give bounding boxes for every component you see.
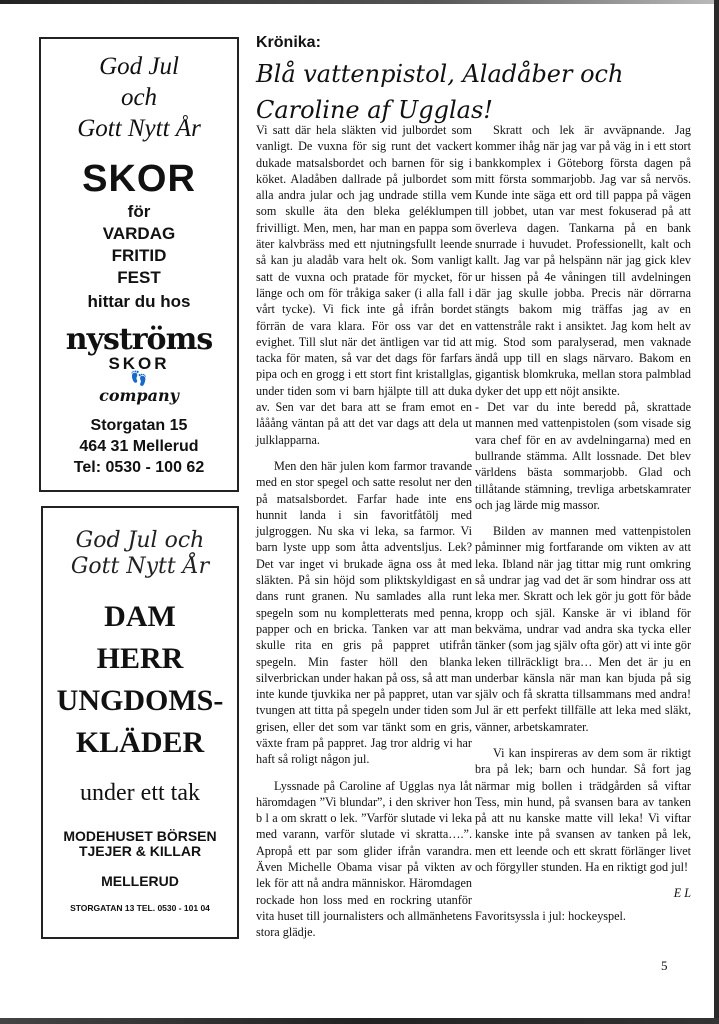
ad-greeting xyxy=(41,51,237,144)
footnote: Favoritsyssla i jul: hockeyspel. xyxy=(475,908,626,923)
address-line: 464 31 Mellerud xyxy=(79,438,199,455)
ad-line: UNGDOMS- xyxy=(56,684,224,717)
ad-line: för xyxy=(127,202,151,221)
scan-edge-right xyxy=(714,0,719,1024)
paragraph: Vi kan inspireras av dem som är riktigt bra på lek; barn och hundar. Så fort jag närmar mig bollen i trädgården så viftar Tess, min hund, på svansen bara av tanken på att nu kanske matte vill leka! Vi viftar kanske inte på svansen av tanken på lek, men ett leende och ett skratt förlänger livet och förgyller stunden. Ha en riktigt god jul! xyxy=(475,745,691,875)
ad-line: VARDAG xyxy=(102,224,176,243)
ad-line: FEST xyxy=(117,268,161,287)
logo-sub: SKOR xyxy=(108,354,170,373)
paragraph: - Det var du inte beredd på, skrattade mannen med vattenpistolen (som visade sig vara chef för en av avdelningarna) med en bullrande stämma. Allt lossnade. Det blev världens bästa sommarjobb. Glad och tillåtande stämning, trevliga arbetskamrater och jag lärde mig massor. xyxy=(475,400,691,512)
greeting-line: och xyxy=(120,84,158,111)
article-column-1 xyxy=(256,122,472,951)
logo-company: company xyxy=(99,386,179,405)
shop-line: TJEJER & KILLAR xyxy=(78,843,202,859)
ad-town: MELLERUD xyxy=(101,873,179,889)
article-column-2 xyxy=(475,122,691,934)
paragraph: Skratt och lek är avväpnande. Jag kommer ihåg när jag var på väg in i ett stort bankkomplex i Göteborg första dagen på mitt första sommarjobb. Jag var så nervös. Kunde inte säga ett ord till pappa på vägen till jobbet, utan var mest fokuserad på att överleva dagen. Tankarna på en bank snurrade i huvudet. Professionellt, kalt och kallt. Jag var på helspänn när jag gick klev ur hissen på 4e våningen till avdelningen där jag skulle jobba. Precis när dörrarna stängts bakom mig träffas jag av en vattenstråle rakt i ansiktet. Jag kom helt av mig. Stod som paralyserad, men vaknade ändå upp till en slags närvaro. Bakom en gigantisk blomkruka, mellan stora palmblad dyker det upp ett nöjt ansikte. xyxy=(475,123,691,398)
ad-line: DAM xyxy=(104,600,176,633)
ad-tagline: under ett tak xyxy=(80,780,200,806)
footprints-icon: 👣 xyxy=(130,372,148,387)
greeting-line: God Jul xyxy=(99,53,179,80)
ad-line: hittar du hos xyxy=(87,292,191,311)
ad-shop-name xyxy=(43,829,237,859)
scan-edge-top xyxy=(0,0,719,4)
ad-line: KLÄDER xyxy=(75,726,205,759)
shop-line: MODEHUSET BÖRSEN xyxy=(63,828,217,844)
ad-headline: SKOR xyxy=(82,158,196,200)
greeting-line: God Jul och xyxy=(75,528,205,553)
paragraph: Men den här julen kom farmor travande med en stor spegel och satte resolut ner den på matsalsbordet. Farfar hade inte ens hunnit landa i sin favoritfåtölj med julgroggen. Nu ska vi leka, sa farmor. Vi barn lyste upp som åtta adventsljus. Lek? Det var inget vi brukade ägna oss åt med släkten. På sin höjd som pliktskyldigast en dans runt granen. Nu samlades alla runt spegeln som nu kompletterats med penna, papper och en bricka. Tanken var att man skulle rita en gris på pappret utifrån spegeln. Min faster höll den blanka silverbrickan under hakan på oss, så att man inte kunde tjuvkika ner på pappret, utan var tvungen att titta på spegeln under tiden som grisen, eller det som var tänkt som en gris, växte fram på pappret. Jag tror aldrig vi har haft så roligt någon jul. xyxy=(256,458,472,767)
nystroms-logo xyxy=(41,322,237,405)
ad-address: STORGATAN 13 TEL. 0530 - 101 04 xyxy=(70,903,210,913)
ad-line: HERR xyxy=(96,642,184,675)
page-number: 5 xyxy=(661,958,668,973)
article-headline: Blå vattenpistol, Aladåber och Caroline af Ugglas! xyxy=(256,60,624,124)
greeting-line: Gott Nytt År xyxy=(77,115,201,142)
ad-clothing-store xyxy=(41,506,239,939)
greeting-line: Gott Nytt År xyxy=(70,554,210,579)
phone-line: Tel: 0530 - 100 62 xyxy=(73,459,205,476)
address-line: Storgatan 15 xyxy=(90,417,188,434)
paragraph: Vi satt där hela släkten vid julbordet som vanligt. De vuxna för sig runt det vackert dukade matsalsbordet och barnen för sig i köket. Aladåben dallrade på julbordet som alla andra jular och jag undrade stilla vem som skulle äta den bleka geléklumpen frivilligt. Men, men, har man en pappa som äter kalvbräss med ett njutningsfullt leende så kan ju aladåb vara helt ok. Som vanligt satt de vuxna och pratade för mycket, för länge och om för tråkiga saker (i alla fall i vårt tycke). Vi fick inte gå ifrån bordet förrän de vara klara. För oss var det en evighet. Till slut när det äntligen var tid att tacka för maten, så var det dags för farfars pipa och en grogg i ett stort fint kristallglas, under tiden som vi barn hjälpte till att duka av. Sen var det bara att se fram emot en lååång väntan på att det var dags att dela ut julklapparna. xyxy=(256,123,472,447)
ad-address xyxy=(41,415,237,478)
author-signature: E L xyxy=(673,886,691,901)
article-kicker: Krönika: xyxy=(256,34,321,51)
paragraph: Bilden av mannen med vattenpistolen påminner mig fortfarande om vikten av att leka. Ibland när jag tittar mig runt omkring så undrar jag vad det är som hindrar oss att leka mer. Skratt och lek gör ju gott för både kropp och själ. Kanske är vi ibland för bekväma, undrar vad andra ska tycka eller tänker (som jag själv ofta gör) att vi inte gör leken tillräckligt bra… Men det är ju en underbar känsla när man kan bjuda på sig själv och få skratta tillsammans med andra! Jul är ett perfekt tillfälle att leka med släkt, vänner, arbetskamrater. xyxy=(475,524,691,734)
ad-shoe-store xyxy=(39,37,239,492)
ad-line: FRITID xyxy=(111,246,167,265)
logo-brand: nyströms xyxy=(65,322,213,357)
ad-greeting xyxy=(43,528,237,580)
paragraph: Lyssnade på Caroline af Ugglas nya låt häromdagen ”Vi blundar”, i den skriver hon b l a om skratt o lek. ”Varför slutade vi leka med varann, varför slutade vi skratta….”. Apropå ett par som glider ifrån varandra. Även Michelle Obama visar på vikten av lek för att nå andra människor. Häromdagen rockade hon loss med en rockring utanför vita huset till journalisters och allmänhetens stora glädje. xyxy=(256,778,472,940)
scan-edge-bottom xyxy=(0,1018,719,1024)
